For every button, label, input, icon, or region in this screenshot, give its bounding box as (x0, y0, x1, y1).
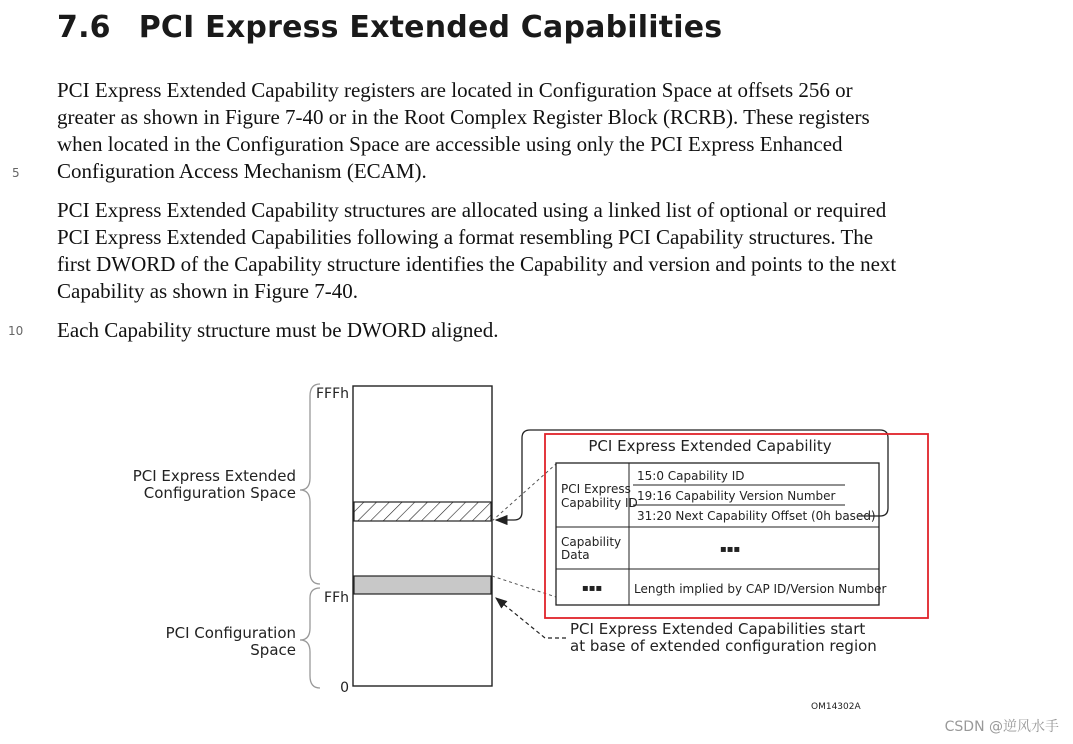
addr-fffh-label: FFFh (315, 386, 349, 402)
cap-id-label-line: Capability ID (561, 496, 638, 510)
line-number: 10 (8, 324, 24, 338)
ext-space-label-line: Configuration Space (143, 484, 296, 502)
line-number: 5 (12, 166, 20, 180)
figure-id: OM14302A (811, 702, 861, 712)
row-ellipsis: ▪▪▪ (581, 583, 603, 594)
start-note-line: PCI Express Extended Capabilities start (570, 620, 866, 638)
text-line: PCI Express Extended Capability registers are located in Configuration Space at offsets 256 or (57, 78, 853, 102)
extended-base-region (354, 576, 491, 594)
text-line: PCI Express Extended Capability structures are allocated using a linked list of optional or required (57, 198, 887, 222)
projection-line (492, 464, 556, 521)
section-number: 7.6 (57, 10, 111, 45)
text-line: greater as shown in Figure 7-40 or in the Root Complex Register Block (RCRB). These registers (57, 105, 870, 129)
text-line: Capability as shown in Figure 7-40. (57, 279, 358, 303)
cap-data-label-line: Capability (561, 535, 622, 549)
length-note: Length implied by CAP ID/Version Number (634, 582, 887, 596)
capability-title: PCI Express Extended Capability (588, 437, 832, 455)
ext-space-brace (300, 384, 320, 584)
cap-field: 31:20 Next Capability Offset (0h based) (637, 509, 876, 523)
section-title: PCI Express Extended Capabilities (138, 10, 723, 45)
cap-field: 15:0 Capability ID (637, 469, 745, 483)
text-line: when located in the Configuration Space are accessible using only the PCI Express Enhanced (57, 132, 843, 156)
text-line: Configuration Access Mechanism (ECAM). (57, 159, 427, 183)
text-line: PCI Express Extended Capabilities following a format resembling PCI Capability structures. The (57, 225, 874, 249)
capability-hatched-region (354, 502, 491, 521)
config-space-column (353, 386, 492, 686)
watermark: CSDN @逆风水手 (944, 719, 1059, 735)
cap-field: 19:16 Capability Version Number (637, 489, 836, 503)
addr-ffh-label: FFh (324, 590, 349, 606)
start-note-line: at base of extended configuration region (570, 637, 877, 655)
text-line: Each Capability structure must be DWORD aligned. (57, 318, 499, 342)
pci-space-label-line: PCI Configuration (165, 624, 296, 642)
text-line: first DWORD of the Capability structure identifies the Capability and version and points to the next (57, 252, 897, 276)
projection-line (492, 576, 556, 597)
pci-space-label-line: Space (250, 641, 296, 659)
cap-id-label-line: PCI Express (561, 482, 631, 496)
cap-data-ellipsis: ▪▪▪ (719, 544, 741, 555)
addr-zero-label: 0 (340, 680, 349, 696)
cap-data-label-line: Data (561, 548, 590, 562)
ext-space-label-line: PCI Express Extended (132, 467, 296, 485)
pci-space-brace (300, 588, 320, 688)
